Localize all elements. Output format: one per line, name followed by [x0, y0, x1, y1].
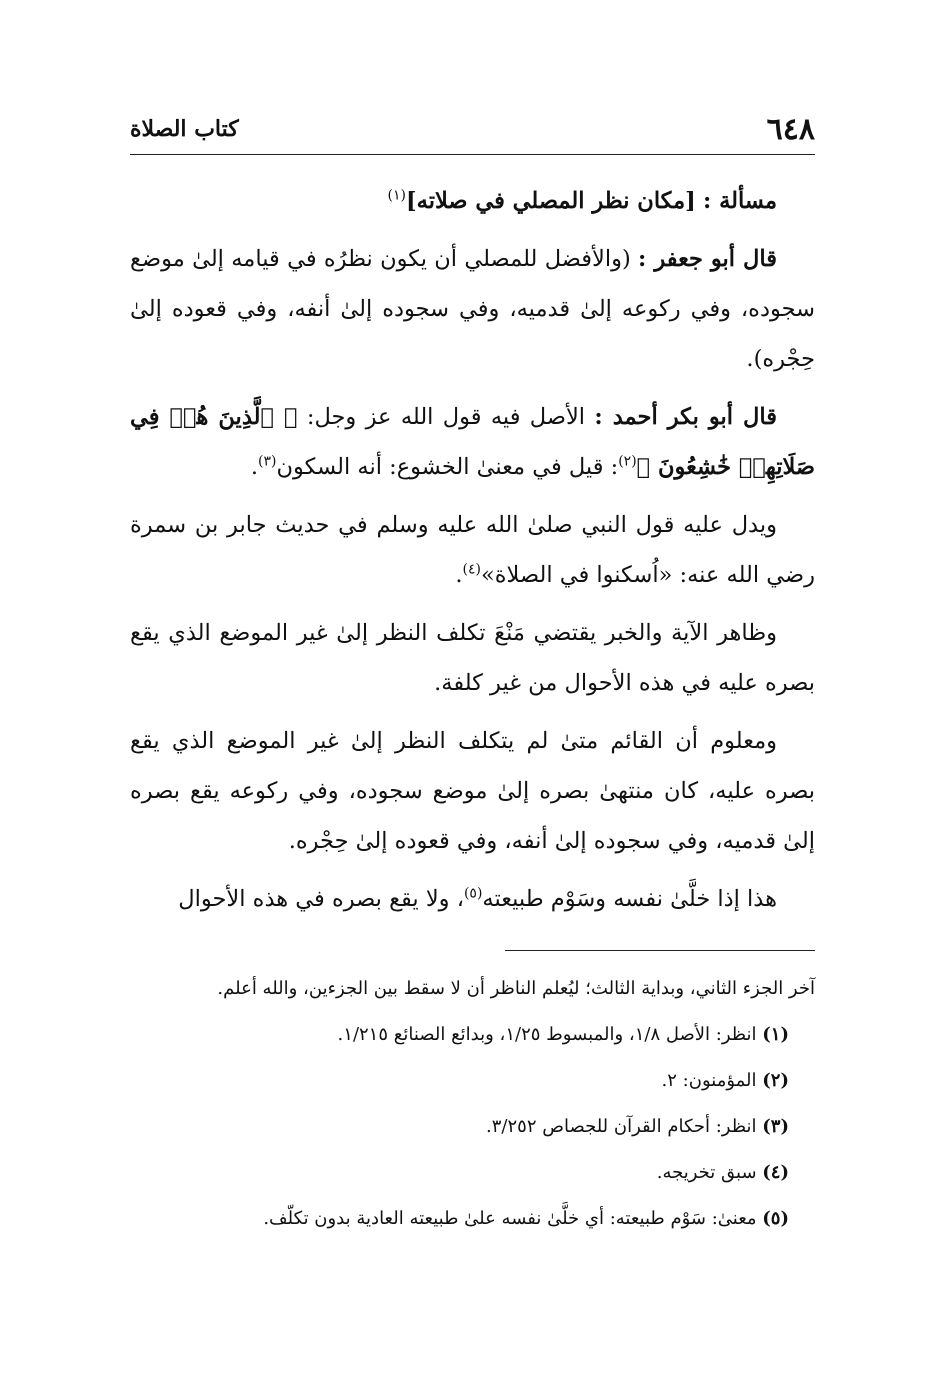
footnote-number: (١) [762, 1024, 789, 1045]
footnote-text: انظر: أحكام القرآن للجصاص ٣/٢٥٢. [486, 1116, 757, 1137]
paragraph-hadith [130, 500, 815, 600]
running-title: كتاب الصلاة [130, 116, 239, 142]
footnote-2 [130, 1058, 815, 1104]
footnote-text: سبق تخريجه. [656, 1162, 757, 1183]
footnote-number: (٥) [762, 1208, 789, 1229]
footnote-text: المؤمنون: ٢. [661, 1070, 757, 1091]
footnote-1 [130, 1012, 815, 1058]
masala-heading [130, 176, 815, 226]
page-number: ٦٤٨ [766, 112, 815, 147]
footnote-text: معنىٰ: سَوْم طبيعته: أي خلَّىٰ نفسه علىٰ طبيعته العادية بدون تكلّف. [263, 1208, 757, 1229]
text-zahir: وظاهر الآية والخبر يقتضي مَنْعَ تكلف النظر إلىٰ غير الموضع الذي يقع بصره عليه في هذه الأحوال من غير كلفة. [130, 620, 815, 696]
footnote-ref-4: (٤) [462, 561, 481, 578]
text-hadith: ويدل عليه قول النبي صلىٰ الله عليه وسلم في حديث جابر بن سمرة رضي الله عنه: «اُسكنوا في الصلاة» [130, 512, 815, 588]
footnote-number: (٢) [762, 1070, 789, 1091]
footnote-ref-3: (٣) [258, 453, 277, 470]
paragraph-maloum [130, 716, 815, 866]
speaker-abu-bakr: قال أبو بكر أحمد : [594, 404, 777, 430]
footnote-number: (٤) [762, 1162, 789, 1183]
page-header [130, 98, 815, 155]
period: . [455, 562, 463, 588]
footnote-divider [505, 950, 815, 951]
footnote-5 [130, 1196, 815, 1242]
paragraph-abu-jafar [130, 234, 815, 384]
masala-label: مسألة : [702, 188, 777, 214]
text-abu-bakr-b: : قيل في معنىٰ الخشوع: أنه السكون [276, 454, 619, 480]
footnote-number: (٣) [762, 1116, 789, 1137]
quran-verse: ﴿ ٱلَّذِينَ هُمۡ فِي صَلَاتِهِمۡ خَٰشِعُونَ ﴾ [130, 404, 815, 480]
footnotes [130, 966, 815, 1242]
main-text [130, 176, 815, 932]
paragraph-abu-bakr [130, 392, 815, 492]
footnote-ref-5: (٥) [463, 885, 483, 902]
text-maloum: ومعلوم أن القائم متىٰ لم يتكلف النظر إلىٰ غير الموضع الذي يقع بصره عليه، كان منتهىٰ بصره إلىٰ موضع سجوده، وفي ركوعه يقع بصره إلىٰ قدميه، وفي سجوده إلىٰ أنفه، وفي قعوده إلىٰ حِجْره. [130, 728, 815, 854]
text-hatha-a: هذا إذا خلَّىٰ نفسه وسَوْم طبيعته [482, 886, 777, 912]
paragraph-hatha [130, 874, 815, 924]
footnote-4 [130, 1150, 815, 1196]
speaker-abu-jafar: قال أبو جعفر : [638, 246, 777, 272]
period: . [250, 454, 259, 480]
footnote-text: انظر: الأصل ١/٨، والمبسوط ١/٢٥، وبدائع الصنائع ١/٢١٥. [337, 1024, 757, 1045]
paragraph-zahir [130, 608, 815, 708]
text-hatha-b: ، ولا يقع بصره في هذه الأحوال [178, 886, 464, 912]
footnote-ref-1: (١) [387, 187, 406, 204]
footnote-ref-2: (٢) [618, 453, 637, 470]
footnote-3 [130, 1104, 815, 1150]
footnote-note: آخر الجزء الثاني، وبداية الثالث؛ ليُعلم الناظر أن لا سقط بين الجزءين، والله أعلم. [217, 978, 815, 999]
text-abu-jafar: (والأفضل للمصلي أن يكون نظرُه في قيامه إلىٰ موضع سجوده، وفي ركوعه إلىٰ قدميه، وفي سجوده إلىٰ أنفه، وفي قعوده إلىٰ حِجْره). [130, 246, 815, 372]
text-abu-bakr-a: الأصل فيه قول الله عز وجل: [306, 404, 586, 430]
masala-title: [مكان نظر المصلي في صلاته] [405, 188, 696, 214]
